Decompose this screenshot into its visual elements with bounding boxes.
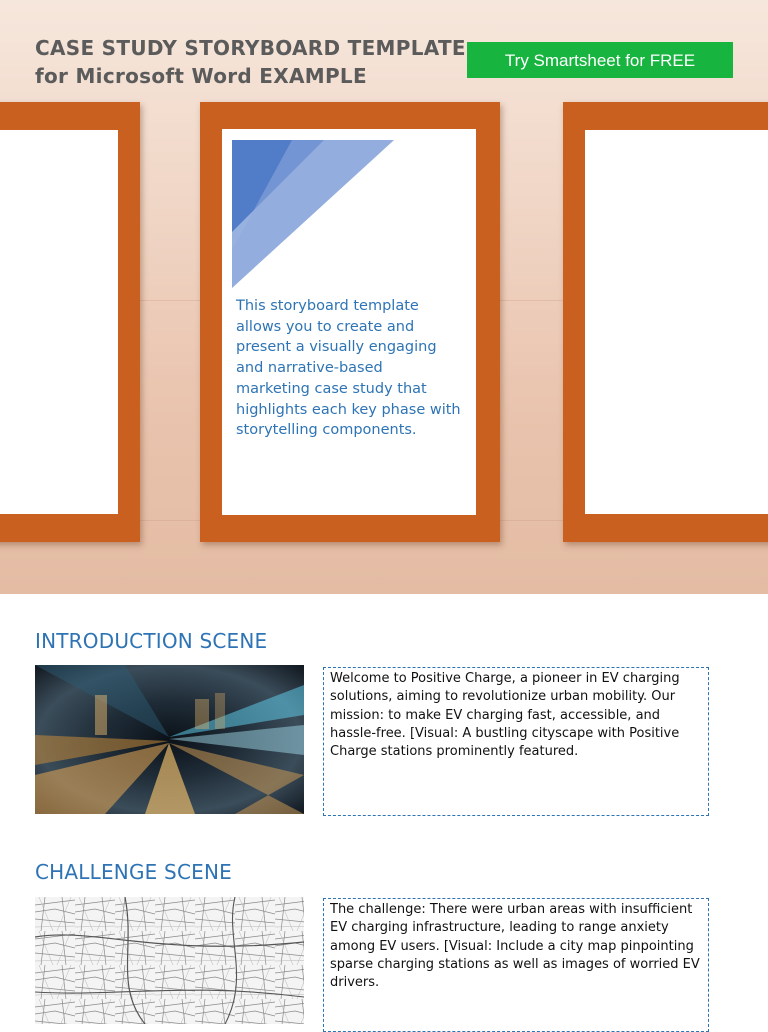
challenge-scene-title: CHALLENGE SCENE <box>35 860 232 884</box>
template-description: This storyboard template allows you to create and present a visually engaging and narrative-based marketing case study that highlights each key phase with storytelling components. <box>236 298 461 439</box>
introduction-scene-title: INTRODUCTION SCENE <box>35 629 268 653</box>
picture-frame-left <box>0 102 140 542</box>
title-line-1: CASE STUDY STORYBOARD TEMPLATE <box>35 36 466 60</box>
title-line-2: for Microsoft Word EXAMPLE <box>35 64 367 88</box>
introduction-scene-text: Welcome to Positive Charge, a pioneer in EV charging solutions, aiming to revolutionize urban mobility. Our mission: to make EV charging fast, accessible, and hassle-free. [Visual: A bustling cityscape with Positive Charge stations prominently featured. <box>323 667 709 816</box>
frame-mat <box>585 130 768 514</box>
picture-frame-right <box>563 102 768 542</box>
frame-mat <box>0 130 118 514</box>
city-street-map <box>35 897 304 1024</box>
city-light-tunnel-photo <box>35 665 304 814</box>
page-title <box>35 34 466 90</box>
try-smartsheet-button[interactable]: Try Smartsheet for FREE <box>467 42 733 78</box>
blue-triangle-graphic <box>232 140 396 290</box>
challenge-scene-text: The challenge: There were urban areas with insufficient EV charging infrastructure, leading to range anxiety among EV users. [Visual: Include a city map pinpointing sparse charging stations as well as images of worried EV drivers. <box>323 898 709 1032</box>
